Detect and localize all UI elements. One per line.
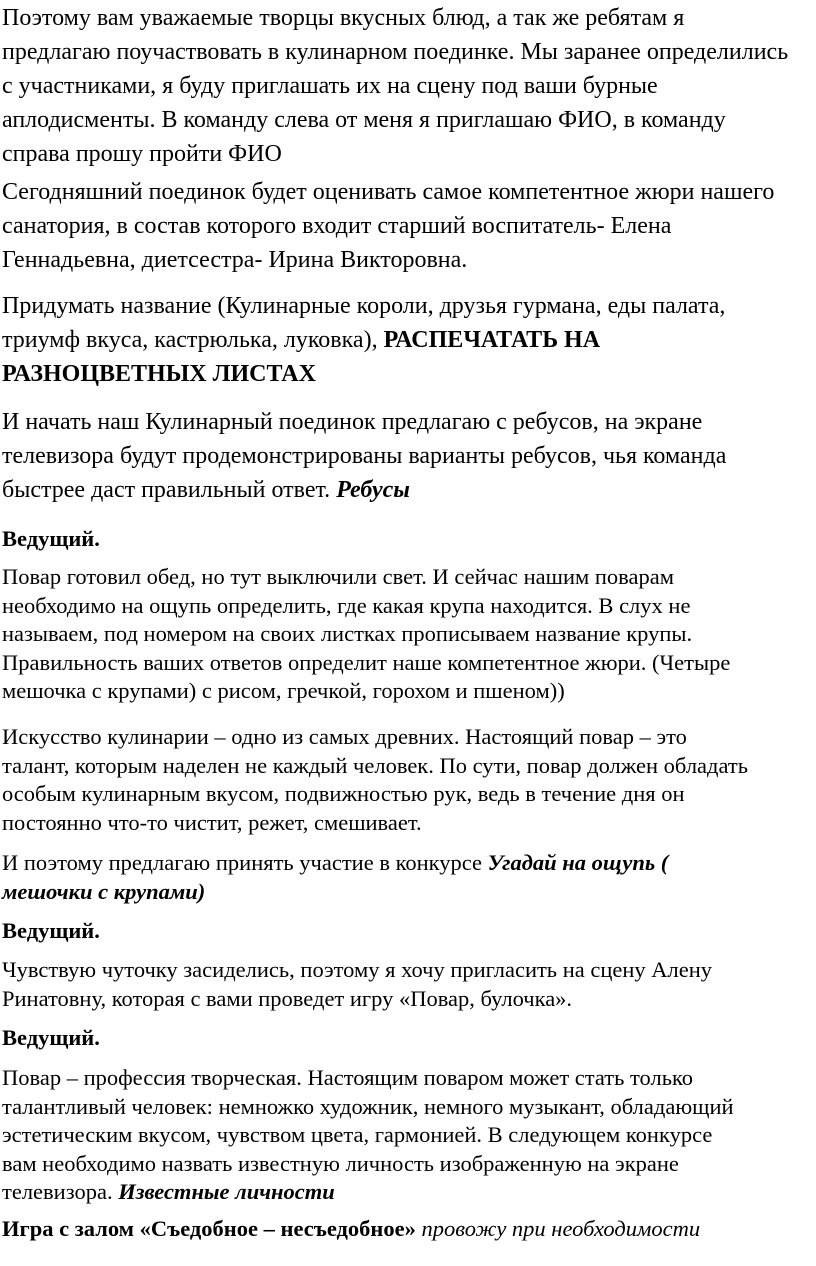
text-line: с участниками, я буду приглашать их на сцену под ваши бурные xyxy=(2,73,658,99)
text-line: телевизора будут продемонстрированы варианты ребусов, чья команда xyxy=(2,443,727,469)
text-line: Искусство кулинарии – одно из самых древних. Настоящий повар – это xyxy=(2,724,687,749)
text-line: постоянно что-то чистит, режет, смешивает. xyxy=(2,809,422,835)
paragraph-cereals xyxy=(2,563,730,706)
heading-host-3: Ведущий. xyxy=(2,1025,100,1050)
text-line: эстетическим вкусом, чувством цвета, гармонией. В следующем конкурсе xyxy=(2,1122,713,1147)
paragraph-rebus xyxy=(2,405,726,507)
text-run: триумф вкуса, кастрюлька, луковка), xyxy=(2,327,384,353)
text-line: мешочка с крупами) с рисом, гречкой, горохом и пшеном)) xyxy=(2,678,565,703)
text-line: Ринатовну, которая с вами проведет игру «Повар, булочка». xyxy=(2,985,573,1011)
text-line: Сегодняшний поединок будет оценивать самое компетентное жюри нашего xyxy=(2,179,775,205)
text-line: Чувствую чуточку засиделись, поэтому я хочу пригласить на сцену Алену xyxy=(2,957,713,982)
text-line: называем, под номером на своих листках прописываем название крупы. xyxy=(2,621,693,646)
heading-host-2: Ведущий. xyxy=(2,918,100,943)
text-line xyxy=(2,849,668,878)
game-title: Игра с залом «Съедобное – несъедобное» xyxy=(2,1216,416,1241)
text-line: санатория, в состав которого входит старший воспитатель- Елена xyxy=(2,213,672,239)
paragraph-celebrities xyxy=(2,1064,734,1207)
text-line xyxy=(2,323,725,357)
print-instruction: РАСПЕЧАТАТЬ НА xyxy=(383,327,601,353)
heading-host-1: Ведущий. xyxy=(2,526,100,551)
text-line: Поэтому вам уважаемые творцы вкусных блюд, а так же ребятам я xyxy=(2,5,685,31)
paragraph-guess-contest xyxy=(2,849,668,906)
text-run: И поэтому предлагаю принять участие в конкурсе xyxy=(2,850,488,875)
text-line: Придумать название (Кулинарные короли, друзья гурмана, еды палата, xyxy=(2,293,726,319)
text-line: справа прошу пройти ФИО xyxy=(2,141,282,167)
text-line: Повар готовил обед, но тут выключили свет. И сейчас нашим поварам xyxy=(2,564,674,589)
text-line: особым кулинарным вкусом, подвижностью рук, ведь в течение дня он xyxy=(2,781,685,806)
text-line: необходимо на ощупь определить, где какая крупа находится. В слух не xyxy=(2,592,691,618)
contest-name-guess: Угадай на ощупь ( xyxy=(487,850,669,875)
text-line: вам необходимо назвать известную личность изображенную на экране xyxy=(2,1150,679,1176)
contest-name-rebus: Ребусы xyxy=(336,477,410,503)
text-line: талантливый человек: немножко художник, немного музыкант, обладающий xyxy=(2,1093,734,1119)
paragraph-jury xyxy=(2,175,774,277)
print-instruction-cont: РАЗНОЦВЕТНЫХ ЛИСТАХ xyxy=(2,361,316,387)
text-line: талант, которым наделен не каждый человек. По сути, повар должен обладать xyxy=(2,752,748,778)
text-line: аплодисменты. В команду слева от меня я приглашаю ФИО, в команду xyxy=(2,107,726,133)
paragraph-audience-game xyxy=(2,1215,700,1244)
text-line xyxy=(2,473,726,507)
text-line xyxy=(2,1215,700,1244)
text-line: предлагаю поучаствовать в кулинарном поединке. Мы заранее определились xyxy=(2,39,789,65)
text-line: Геннадьевна, диетсестра- Ирина Викторовна. xyxy=(2,247,468,273)
paragraph-bun-game xyxy=(2,956,712,1013)
text-run: телевизора. xyxy=(2,1179,119,1204)
text-line: Правильность ваших ответов определит наше компетентное жюри. (Четыре xyxy=(2,649,731,675)
paragraph-team-names xyxy=(2,289,725,391)
text-line: И начать наш Кулинарный поединок предлагаю с ребусов, на экране xyxy=(2,409,703,435)
contest-name-guess-cont: мешочки с крупами) xyxy=(2,878,206,904)
text-run: быстрее даст правильный ответ. xyxy=(2,477,337,503)
text-line: Повар – профессия творческая. Настоящим поваром может стать только xyxy=(2,1065,694,1090)
game-note: провожу при необходимости xyxy=(415,1216,701,1241)
paragraph-intro xyxy=(2,1,788,171)
contest-name-celebrities: Известные личности xyxy=(118,1179,335,1204)
text-line xyxy=(2,1178,734,1207)
paragraph-culinary-art xyxy=(2,723,748,837)
